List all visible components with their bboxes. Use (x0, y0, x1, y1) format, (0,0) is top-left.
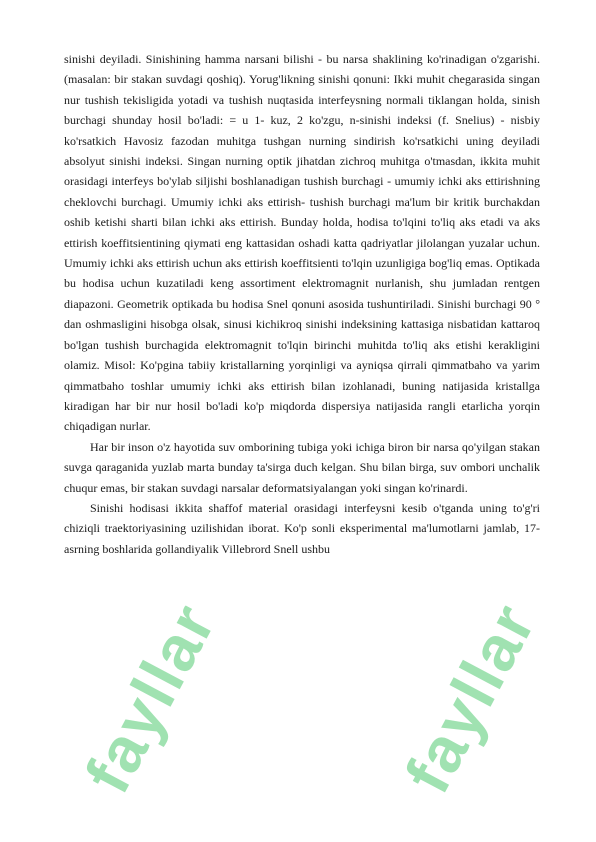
watermark: fayllar (70, 591, 230, 805)
watermark: fayllar (390, 591, 550, 805)
paragraph: sinishi deyiladi. Sinishining hamma narsani bilishi - bu narsa shaklining ko'rinadigan o'zgarishi. (masalan: bir stakan suvdagi qoshiq). Yorug'likning sinishi qonuni: Ikki muhit chegarasida singan nur tushish tekisligida yotadi va tushish nuqtasida interfeysning normali tiklangan holda, sinish burchagi shunday hosil bo'ladi: = u 1- kuz, 2 ko'zgu, n-sinishi indeksi (f. Snelius) - nisbiy ko'rsatkich Havosiz fazodan muhitga tushgan nurning sindirish ko'rsatkichi uning deyiladi absolyut sinishi indeksi. Singan nurning optik jihatdan zichroq muhitga o'tmasdan, ikkita muhit orasidagi interfeys bo'ylab siljishi boshlanadigan tushish burchagi - umumiy ichki aks ettirishning cheklovchi burchagi. Umumiy ichki aks ettirish- tushish burchagi ma'lum bir kritik burchakdan oshib ketishi sharti bilan ichki aks ettirish. Bunday holda, hodisa to'lqini to'liq aks etadi va aks ettirish koeffitsientining qiymati eng kattasidan oshadi katta qadriyatlar jilolangan yuzalar uchun. Umumiy ichki aks ettirish uchun aks ettirish koeffitsienti to'lqin uzunligiga bog'liq emas. Optikada bu hodisa uchun kuzatiladi keng assortiment elektromagnit nurlanish, shu jumladan rentgen diapazoni. Geometrik optikada bu hodisa Snel qonuni asosida tushuntiriladi. Sinishi burchagi 90 ° dan oshmasligini hisobga olsak, sinusi kichikroq sinishi indeksining kattasiga nisbatidan kattaroq bo'lgan tushish burchagida elektromagnit to'lqin birinchi muhitda to'liq aks etishi kerakligini olamiz. Misol: Ko'pgina tabiiy kristallarning yorqinligi va ayniqsa qirrali qimmatbaho va yarim qimmatbaho toshlar umumiy ichki aks ettirish bilan izohlanadi, buning natijasida kristallga kiradigan har bir nur hosil bo'ladi ko'p miqdorda dispersiya natijasida rangli etarlicha yorqin chiqadigan nurlar. (64, 52, 540, 434)
paragraph: Har bir inson o'z hayotida suv omborining tubiga yoki ichiga biron bir narsa qo'yilgan stakan suvga qaraganida yuzlab marta bunday ta'sirga duch kelgan. Shu bilan birga, suv ombori unchalik chuqur emas, bir stakan suvdagi narsalar deformatsiyalangan yoki singan ko'rinardi. (64, 439, 540, 495)
paragraph: Sinishi hodisasi ikkita shaffof material orasidagi interfeysni kesib o'tganda uning to'g'ri chiziqli traektoriyasining uzilishidan iborat. Ko'p sonli eksperimental ma'lumotlarni jamlab, 17-asrning boshlarida gollandiyalik Villebrord Snell ushbu (64, 500, 540, 556)
body-text (64, 49, 540, 559)
